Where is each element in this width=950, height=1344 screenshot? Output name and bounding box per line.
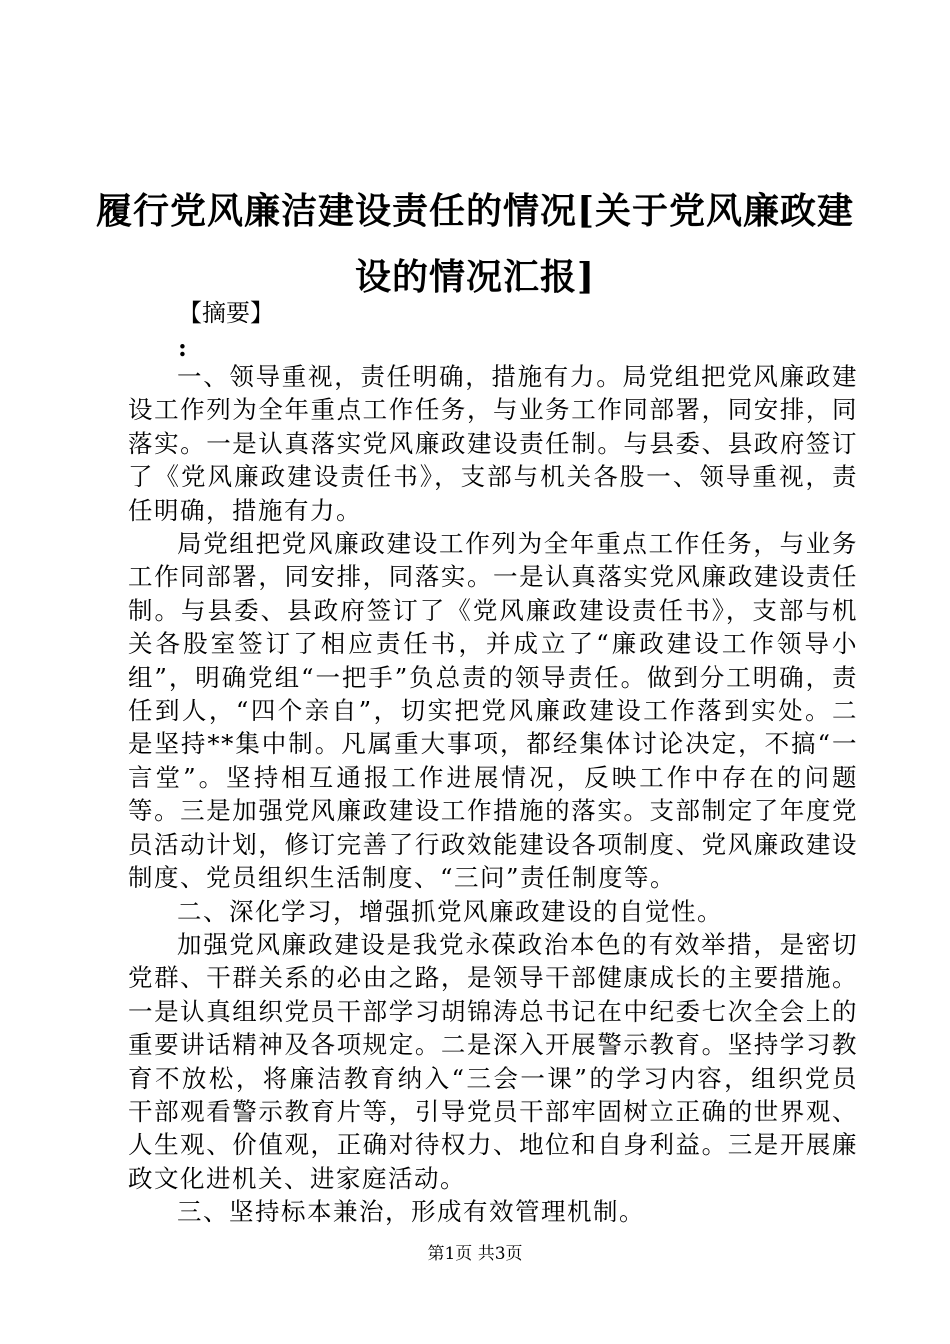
abstract-colon: : [178, 333, 187, 362]
document-title: 履行党风廉洁建设责任的情况[关于党风廉政建设的情况汇报] [95, 190, 855, 298]
page-footer: 第1页 共3页 [427, 1244, 523, 1264]
paragraph: 加强党风廉政建设是我党永葆政治本色的有效举措，是密切党群、干群关系的必由之路，是领导干部健康成长的主要措施。一是认真组织党员干部学习胡锦涛总书记在中纪委七次全会上的重要讲话精神及各项规定。二是深入开展警示教育。坚持学习教育不放松，将廉洁教育纳入“三会一课”的学习内容，组织党员干部观看警示教育片等，引导党员干部牢固树立正确的世界观、人生观、价值观，正确对待权力、地位和自身利益。三是开展廉政文化进机关、进家庭活动。 [128, 929, 858, 1193]
paragraph: 局党组把党风廉政建设工作列为全年重点工作任务，与业务工作同部署，同安排，同落实。一是认真落实党风廉政建设责任制。与县委、县政府签订了《党风廉政建设责任书》，支部与机关各股室签订了相应责任书，并成立了“廉政建设工作领导小组”，明确党组“一把手”负总责的领导责任。做到分工明确，责任到人，“四个亲自”，切实把党风廉政建设工作落到实处。二是坚持**集中制。凡属重大事项，都经集体讨论决定，不搞“一言堂”。坚持相互通报工作进展情况，反映工作中存在的问题等。三是加强党风廉政建设工作措施的落实。支部制定了年度党员活动计划，修订完善了行政效能建设各项制度、党风廉政建设制度、党员组织生活制度、“三问”责任制度等。 [128, 529, 858, 893]
paragraph: 一、领导重视，责任明确，措施有力。局党组把党风廉政建设工作列为全年重点工作任务，与业务工作同部署，同安排，同落实。一是认真落实党风廉政建设责任制。与县委、县政府签订了《党风廉政建设责任书》，支部与机关各股一、领导重视，责任明确，措施有力。 [128, 362, 858, 525]
document-body [128, 360, 858, 1229]
paragraph: 二、深化学习，增强抓党风廉政建设的自觉性。 [177, 896, 723, 926]
abstract-label: 【摘要】 [178, 299, 274, 327]
paragraph: 三、坚持标本兼治，形成有效管理机制。 [177, 1197, 645, 1227]
